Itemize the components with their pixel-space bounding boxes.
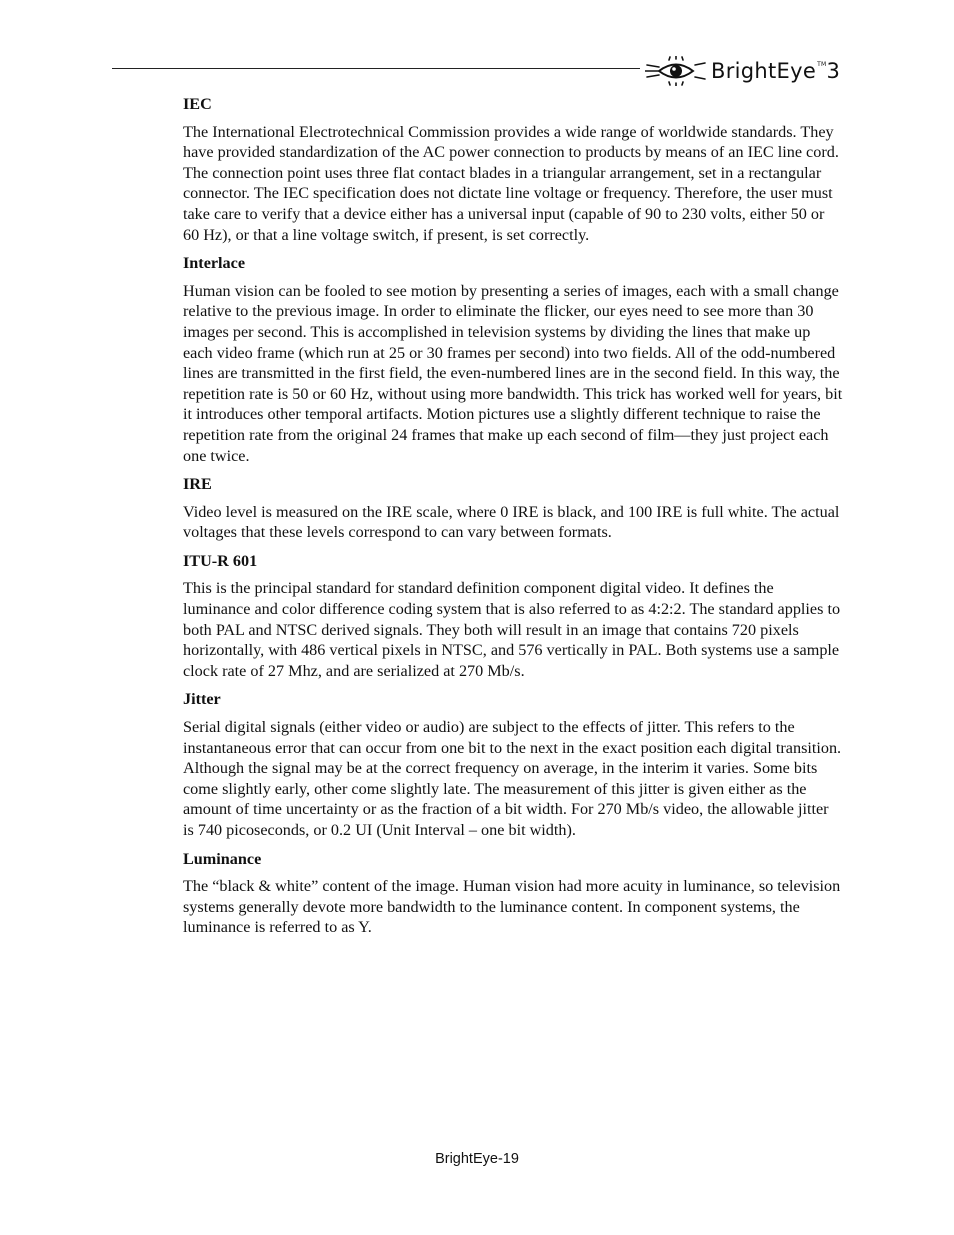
logo-number: 3 [826,59,841,83]
glossary-entry-luminance [183,849,843,938]
eye-icon [645,56,707,86]
term-definition: The “black & white” content of the image. Human vision had more acuity in luminance, so television systems generally devote more bandwidth to the luminance content. In component systems, the luminance is referred to as Y. [183,877,841,937]
term-definition: Video level is measured on the IRE scale, where 0 IRE is black, and 100 IRE is full white. The actual voltages that these levels correspond to can vary between formats. [183,502,840,542]
glossary-entry-itu-r-601 [183,551,843,682]
term-definition: The International Electrotechnical Commission provides a wide range of worldwide standards. They have provided standardization of the AC power connection to products by means of an IEC line cord. The connection point uses three flat contact blades in a triangular arrangement, set in a rectangular connector. The IEC specification does not dictate line voltage or frequency. Therefore, the user must take care to verify that a device either has a universal input (capable of 90 to 230 volts, either 50 or 60 Hz), or that a line voltage switch, if present, is set correctly. [183,122,839,244]
header-rule [112,68,640,69]
page-footer: BrightEye-19 [435,1151,519,1167]
logo-wordmark [711,59,840,83]
glossary-entry-ire [183,474,843,543]
term-heading: ITU-R 601 [183,551,258,570]
glossary-entry-iec [183,94,843,245]
term-definition: Serial digital signals (either video or audio) are subject to the effects of jitter. This refers to the instantaneous error that can occur from one bit to the next in the exact position each digital transition. Although the signal may be at the correct frequency on average, in the interim it varies. Some bits come slightly early, other come slightly late. The measurement of this jitter is given either as the amount of time uncertainty or as the fraction of a bit width. For 270 Mb/s video, the allowable jitter is 740 picoseconds, or 0.2 UI (Unit Interval – one bit width). [183,718,842,839]
brighteye-logo [645,54,845,88]
glossary-entry-interlace [183,253,843,466]
term-heading: Luminance [183,849,262,868]
term-heading: Jitter [183,690,221,709]
term-heading: IEC [183,95,212,113]
glossary-entry-jitter [183,689,843,840]
term-heading: IRE [183,475,212,494]
glossary-content [183,94,843,946]
term-definition: This is the principal standard for standard definition component digital video. It defines the luminance and color difference coding system that is also referred to as 4:2:2. The standard applies to both PAL and NTSC derived signals. They both will result in an image that contains 720 pixels horizontally, with 486 vertical pixels in NTSC, and 576 vertically in PAL. Both systems use a sample clock rate of 27 Mhz, and are serialized at 270 Mb/s. [183,579,841,680]
logo-tm: TM [817,61,827,68]
term-definition: Human vision can be fooled to see motion by presenting a series of images, each with a small change relative to the previous image. In order to eliminate the flicker, our eyes need to see more than 30 images per second. This is accomplished in television systems by dividing the lines that make up each video frame (which run at 25 or 30 frames per second) into two fields. All of the odd-numbered lines are transmitted in the first field, the even-numbered lines are in the second field. In this way, the repetition rate is 50 or 60 Hz, without using more bandwidth. This trick has worked well for years, bit it introduces other temporal artifacts. Motion pictures use a slightly different technique to raise the repetition rate from the original 24 frames that make up each second of film—they just project each one twice. [183,281,843,465]
logo-text: BrightEye [711,59,817,83]
term-heading: Interlace [183,254,246,273]
